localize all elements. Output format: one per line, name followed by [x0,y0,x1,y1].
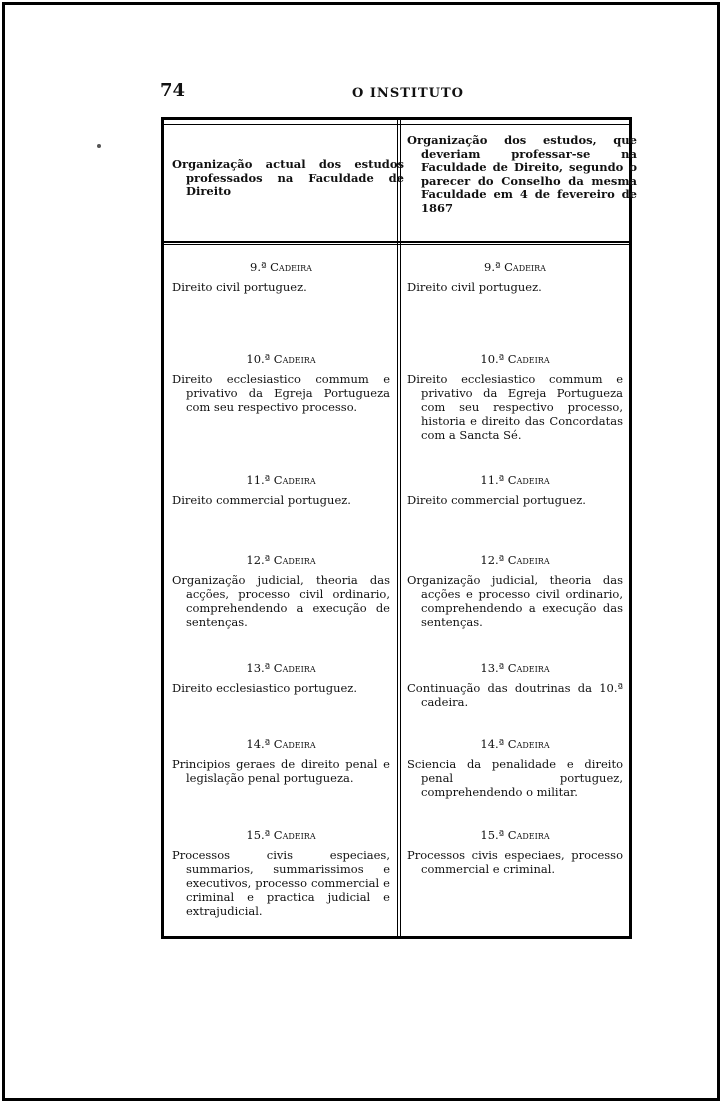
cadeira-label: 13.ª Cadeira [246,661,316,675]
subject-text: Direito civil portuguez. [172,280,307,294]
row-12-right [407,553,623,629]
subject-text: Organização judicial, theoria das acções, processo civil ordinario, comprehendendo a execução de sentenças. [172,573,390,629]
subject-text: Direito commercial portuguez. [172,493,351,507]
margin-dot [97,144,101,148]
left-column-header: Organização actual dos estudos professados na Faculdade de Direito [172,157,404,198]
row-14-right [407,737,623,799]
row-15-left [172,828,390,918]
row-12-left [172,553,390,629]
cadeira-label: 9.ª Cadeira [484,260,546,274]
subject-text: Direito commercial portuguez. [407,493,586,507]
row-11-left [172,473,390,507]
subject-text: Direito civil portuguez. [407,280,542,294]
subject-text: Organização judicial, theoria das acções e processo civil ordinario, comprehendendo a execução das sentenças. [407,573,623,629]
subject-text: Sciencia da penalidade e direito penal portuguez, comprehendendo o militar. [407,757,623,799]
right-column-header: Organização dos estudos, que deveriam professar-se na Faculdade de Direito, segundo o parecer do Conselho da mesma Faculdade em 4 de fevereiro de 1867 [407,133,637,215]
cadeira-label: 10.ª Cadeira [246,352,316,366]
row-10-left [172,352,390,414]
subject-text: Processos civis especiaes, summarios, summarissimos e executivos, processo commercial e criminal e practica judicial e extrajudicial. [172,848,390,918]
row-15-right [407,828,623,876]
subject-text: Direito ecclesiastico portuguez. [172,681,358,695]
subject-text: Direito ecclesiastico commum e privativo da Egreja Portugueza com seu respectivo processo. [172,372,390,414]
row-11-right [407,473,623,507]
cadeira-label: 15.ª Cadeira [480,828,550,842]
cadeira-label: 14.ª Cadeira [246,737,316,751]
row-14-left [172,737,390,785]
cadeira-label: 11.ª Cadeira [246,473,316,487]
cadeira-label: 10.ª Cadeira [480,352,550,366]
header-rule [164,241,629,245]
cadeira-label: 15.ª Cadeira [246,828,316,842]
subject-text: Continuação das doutrinas da 10.ª cadeira. [407,681,623,709]
comparison-table [161,117,637,939]
cadeira-label: 14.ª Cadeira [480,737,550,751]
row-9-right [407,260,623,294]
row-13-right [407,661,623,709]
running-head: O INSTITUTO [352,86,464,101]
cadeira-label: 12.ª Cadeira [480,553,550,567]
subject-text: Processos civis especiaes, processo commercial e criminal. [407,848,623,876]
row-9-left [172,260,390,294]
subject-text: Principios geraes de direito penal e legislação penal portugueza. [172,757,390,785]
row-13-left [172,661,390,695]
cadeira-label: 9.ª Cadeira [250,260,312,274]
cadeira-label: 13.ª Cadeira [480,661,550,675]
subject-text: Direito ecclesiastico commum e privativo da Egreja Portugueza com seu respectivo processo, historia e direito das Concordatas com a Sancta Sé. [407,372,623,442]
cadeira-label: 12.ª Cadeira [246,553,316,567]
row-10-right [407,352,623,442]
cadeira-label: 11.ª Cadeira [480,473,550,487]
page-number: 74 [160,80,186,101]
